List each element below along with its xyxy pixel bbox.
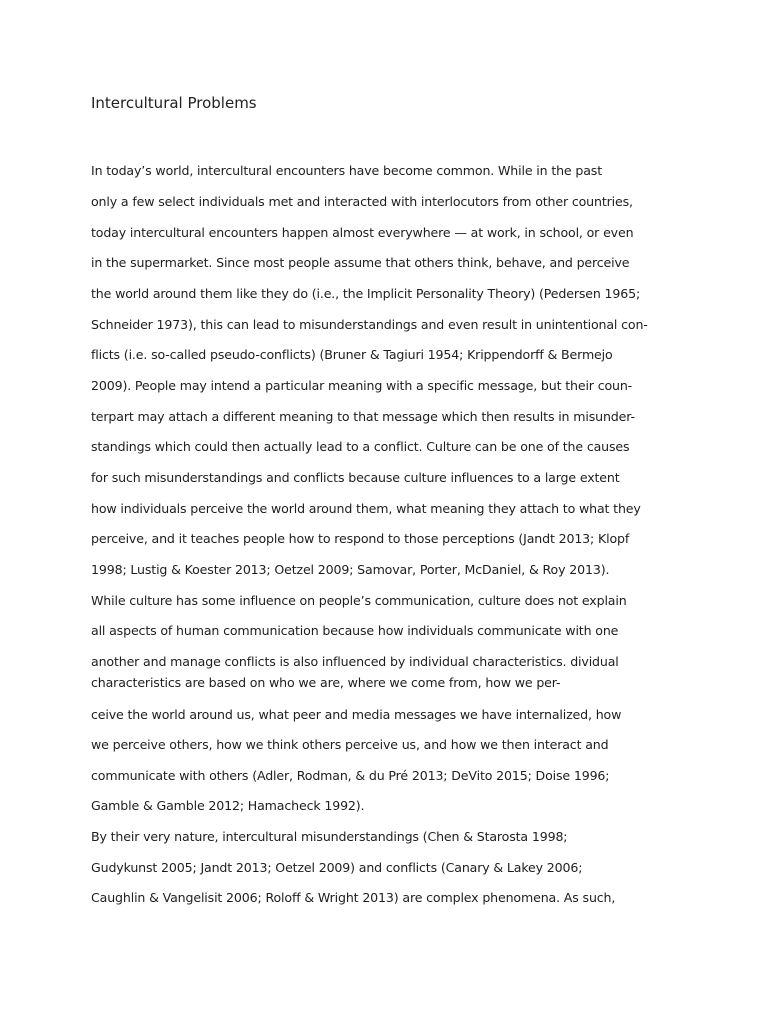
body-line: ceive the world around us, what peer and media messages we have internalized, how [91,707,622,722]
body-line: another and manage conflicts is also influenced by individual characteristics. dividual [91,654,619,669]
body-line: Gudykunst 2005; Jandt 2013; Oetzel 2009) and conflicts (Canary & Lakey 2006; [91,860,583,875]
body-line: only a few select individuals met and interacted with interlocutors from other countries, [91,194,633,209]
body-line: we perceive others, how we think others perceive us, and how we then interact and [91,737,609,752]
body-line: communicate with others (Adler, Rodman, & du Pré 2013; DeVito 2015; Doise 1996; [91,768,610,783]
body-line: perceive, and it teaches people how to respond to those perceptions (Jandt 2013; Klopf [91,531,630,546]
body-line: terpart may attach a different meaning to that message which then results in misunder- [91,409,635,424]
page-title: Intercultural Problems [91,94,257,112]
body-line: Caughlin & Vangelisit 2006; Roloff & Wright 2013) are complex phenomena. As such, [91,890,616,905]
body-line: today intercultural encounters happen almost everywhere — at work, in school, or even [91,225,634,240]
body-line: characteristics are based on who we are, where we come from, how we per- [91,675,561,690]
body-line: flicts (i.e. so-called pseudo-conflicts) (Bruner & Tagiuri 1954; Krippendorff & Bermejo [91,347,613,362]
body-line: Schneider 1973), this can lead to misunderstandings and even result in unintentional con- [91,317,648,332]
body-line: Gamble & Gamble 2012; Hamacheck 1992). [91,798,365,813]
body-line: 2009). People may intend a particular meaning with a specific message, but their coun- [91,378,633,393]
body-line: By their very nature, intercultural misunderstandings (Chen & Starosta 1998; [91,829,568,844]
body-line: in the supermarket. Since most people assume that others think, behave, and perceive [91,255,630,270]
body-line: In today’s world, intercultural encounters have become common. While in the past [91,163,602,178]
body-line: 1998; Lustig & Koester 2013; Oetzel 2009; Samovar, Porter, McDaniel, & Roy 2013). [91,562,610,577]
body-line: for such misunderstandings and conflicts because culture influences to a large extent [91,470,620,485]
body-line: standings which could then actually lead to a conflict. Culture can be one of the causes [91,439,630,454]
body-line: how individuals perceive the world around them, what meaning they attach to what they [91,501,641,516]
body-line: While culture has some influence on people’s communication, culture does not explain [91,593,627,608]
body-line: the world around them like they do (i.e., the Implicit Personality Theory) (Pedersen 1965; [91,286,641,301]
body-line: all aspects of human communication because how individuals communicate with one [91,623,619,638]
